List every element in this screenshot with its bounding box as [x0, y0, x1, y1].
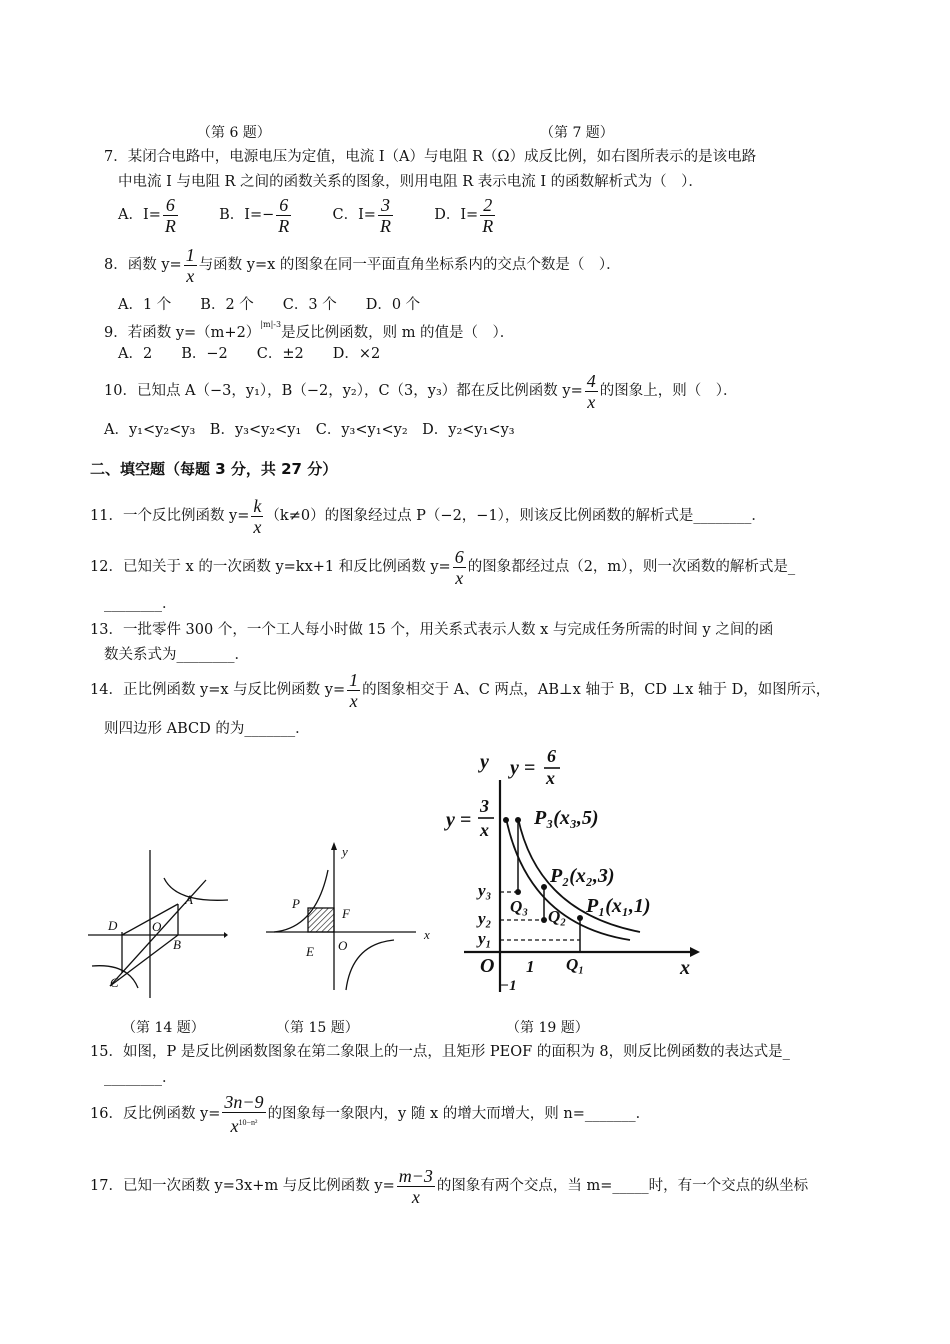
q15-line1: 15．如图，P 是反比例函数图象在第二象限上的一点，且矩形 PEOF 的面积为 8，则反比例函数的表达式是_	[90, 1044, 790, 1060]
fig19-eq1-pre: y =	[510, 757, 536, 779]
fig19-label-p1: P₁(x₁,1)	[586, 895, 651, 917]
fig19-label-y2: y₂	[478, 909, 492, 928]
fig19-label-p3: P₃(x₃,5)	[534, 807, 599, 829]
fig19-label-y-axis: y	[480, 751, 489, 773]
fig19-point-p1	[577, 915, 583, 921]
caption-fig15: （第 15 题）	[276, 1020, 359, 1036]
fig15-hyperbola-q4	[346, 940, 394, 990]
figure-19	[440, 742, 700, 994]
fig19-label-y1: y₁	[478, 929, 492, 948]
q7-option-d: D．I= $\frac{2}{R}$	[434, 194, 494, 236]
fig15-label-y: y	[342, 844, 348, 859]
q7-line2: 中电流 I 与电阻 R 之间的函数关系的图象，则用电阻 R 表示电流 I 的函数解析式为（ ）．	[118, 174, 703, 190]
q17-stem: 17．已知一次函数 y=3x+m 与反比例函数 y= $\frac{m-3}{x}$ 的图象有两个交点，当 m=_____时，有一个交点的纵坐标	[90, 1165, 809, 1207]
fig14-cb	[110, 935, 178, 986]
q15-line2: ________．	[104, 1070, 177, 1086]
caption-fig14: （第 14 题）	[122, 1020, 205, 1036]
q13-line1: 13．一批零件 300 个，一个工人每小时做 15 个，用关系式表示人数 x 与完成任务所需的时间 y 之间的函	[90, 622, 774, 638]
q16-stem: 16．反比例函数 y= $\frac{3n-9}{x^{10-n^2}}$ 的图象每一象限内，y 随 x 的增大而增大，则 n=_______．	[90, 1092, 651, 1136]
fig19-eq1-num: 6	[547, 746, 556, 766]
figure-14	[88, 848, 228, 998]
figure-15	[266, 840, 436, 1000]
q12-line2: ________．	[104, 596, 177, 612]
fig15-label-x: x	[424, 927, 430, 942]
fig19-label-neg1: −1	[500, 978, 517, 994]
q14-stem: 14．正比例函数 y=x 与反比例函数 y= $\frac{1}{x}$ 的图象相交于 A、C 两点，AB⊥x 轴于 B，CD ⊥x 轴于 D，如图所示，	[90, 669, 831, 711]
fig19-label-origin: O	[480, 955, 495, 977]
fig19-label-q2: Q₂	[548, 907, 567, 926]
q7-line1: 7．某闭合电路中，电源电压为定值，电流 I（A）与电阻 R（Ω）成反比例，如右图所表示的是该电路	[104, 149, 757, 165]
fig19-label-y3: y₃	[478, 881, 492, 900]
q7-option-a: A．I= $\frac{6}{R}$	[118, 194, 176, 236]
fig19-point-p2	[541, 884, 547, 890]
fig14-label-b: B	[173, 937, 181, 952]
q7-options	[118, 193, 497, 237]
fig14-hyperbola-q1	[164, 878, 228, 900]
q14-line2: 则四边形 ABCD 的为_______．	[104, 721, 310, 737]
fig19-label-q1: Q₁	[566, 955, 585, 974]
fig19-point-q3	[515, 889, 521, 895]
fig19-label-x-axis: x	[680, 957, 690, 979]
q11-stem: 11．一个反比例函数 y= $\frac{k}{x}$ （k≠0）的图象经过点 P（−2，−1），则该反比例函数的解析式是________．	[90, 495, 766, 537]
fig15-label-f: F	[342, 906, 350, 921]
q7-option-c: C．I= $\frac{3}{R}$	[332, 194, 391, 236]
fig19-eq2-num: 3	[480, 796, 489, 816]
fig19-eq2-den: x	[480, 820, 489, 840]
q8-options: A．1 个 B．2 个 C．3 个 D．0 个	[118, 297, 421, 313]
q10-options: A．y₁<y₂<y₃ B．y₃<y₂<y₁ C．y₃<y₁<y₂ D．y₂<y₁<y₃	[104, 422, 515, 438]
fig15-label-o: O	[338, 938, 348, 953]
fig19-label-q3: Q₃	[510, 897, 529, 916]
fig14-label-a: A	[185, 892, 193, 907]
caption-fig6: （第 6 题）	[197, 125, 271, 141]
fig15-rect-peof	[308, 908, 334, 932]
q8-stem: 8．函数 y= $\frac{1}{x}$ 与函数 y=x 的图象在同一平面直角坐标系内的交点个数是（ ）．	[104, 244, 621, 286]
fig19-eq1-den: x	[546, 768, 555, 788]
fig19-eq2-pre: y =	[446, 809, 472, 831]
fig15-label-p: P	[292, 896, 300, 911]
section-heading: 二、填空题（每题 3 分，共 27 分）	[90, 460, 338, 478]
fig19-label-one: 1	[526, 957, 535, 976]
fig19-point-q2	[541, 917, 547, 923]
fig15-label-e: E	[306, 944, 314, 959]
caption-fig7: （第 7 题）	[540, 125, 614, 141]
q12-stem: 12．已知关于 x 的一次函数 y=kx+1 和反比例函数 y= $\frac{6}{x}$ 的图象都经过点（2，m），则一次函数的解析式是_	[90, 546, 796, 588]
caption-fig19: （第 19 题）	[506, 1020, 589, 1036]
q13-line2: 数关系式为________．	[104, 647, 249, 663]
q10-stem: 10．已知点 A（−3，y₁），B（−2，y₂），C（3，y₃）都在反比例函数 y= $\frac{4}{x}$ 的图象上，则（ ）．	[104, 370, 738, 412]
q9-options: A．2 B．−2 C．±2 D．×2	[118, 346, 381, 362]
fig14-label-o: O	[152, 919, 162, 934]
q9-stem: 9．若函数 $y=(m+2)^{|m|-3}$是反比例函数，则 m 的值是（ ）．	[104, 320, 515, 341]
fig19-label-p2: P₂(x₂,3)	[550, 865, 615, 887]
fig19-point-p3	[515, 817, 521, 823]
fig19-point-left	[503, 817, 509, 823]
q7-option-b: B．I=− $\frac{6}{R}$	[219, 194, 290, 236]
fig14-label-c: C	[110, 975, 119, 990]
fig14-label-d: D	[108, 918, 118, 933]
